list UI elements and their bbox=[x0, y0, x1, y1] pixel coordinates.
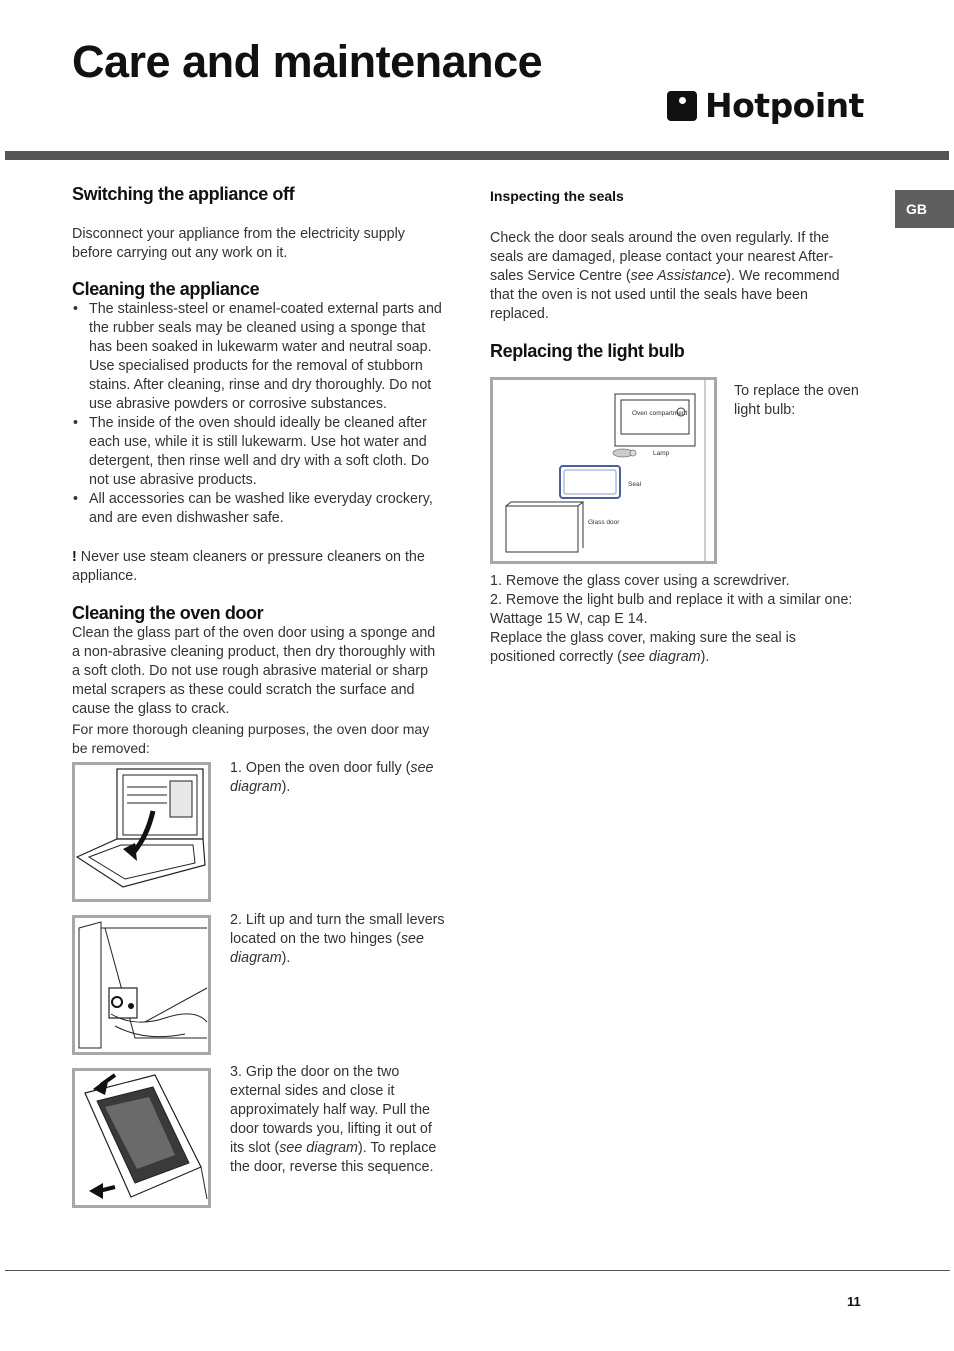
bulb-step-3 bbox=[490, 629, 864, 667]
seals-main: Check the door seals around the oven regularly. If the seals are damaged, please contact your nearest After-sales Service Centre ( bbox=[490, 230, 834, 284]
bulb-step-2: 2. Remove the light bulb and replace it with a similar one: Wattage 15 W, cap E 14. bbox=[490, 592, 853, 627]
cleaning-bullet: • The stainless-steel or enamel-coated external parts and the rubber seals may be cleaned using a sponge that has been soaked in lukewarm water and neutral soap. Use specialised products for the removal of stubborn stains. After cleaning, rinse and dry thoroughly. Do not use abrasive powders or corrosive substances. bbox=[72, 300, 448, 414]
bulb-step-3-main: Replace the glass cover, making sure the seal is positioned correctly ( bbox=[490, 630, 796, 665]
bulb-steps bbox=[490, 572, 864, 667]
hinge-lever-illustration bbox=[75, 918, 208, 1052]
diagram-label-lamp: Lamp bbox=[653, 450, 670, 457]
footer-divider bbox=[5, 1270, 950, 1271]
step-1-end: ). bbox=[281, 779, 291, 795]
switch-text: Disconnect your appliance from the electricity supply before carrying out any work on it. bbox=[72, 226, 405, 261]
cleaning-bullet: • All accessories can be washed like everyday crockery, and are even dishwasher safe. bbox=[72, 490, 448, 528]
seals-link: see Assistance bbox=[630, 268, 727, 284]
step-2-text bbox=[230, 911, 445, 968]
hinge-lever-diagram bbox=[72, 915, 211, 1055]
seals-heading: Inspecting the seals bbox=[490, 188, 624, 204]
language-tab: GB bbox=[895, 190, 954, 228]
door-text-2: For more thorough cleaning purposes, the oven door may be removed: bbox=[72, 721, 430, 756]
step-3-link: see diagram bbox=[279, 1140, 358, 1156]
bulb-step-3-link: see diagram bbox=[621, 649, 701, 665]
brand-name: Hotpoint bbox=[705, 86, 864, 125]
step-3-text bbox=[230, 1063, 448, 1177]
step-2-end: ). bbox=[281, 950, 291, 966]
bulb-heading: Replacing the light bulb bbox=[490, 341, 685, 361]
cleaning-bullet: • The inside of the oven should ideally be cleaned after each use, while it is still lukewarm. Use hot water and detergent, then rinse well and dry with a soft cloth. Do not use abrasive products. bbox=[72, 414, 448, 490]
step-1-link: see diagram bbox=[230, 760, 434, 795]
page-title: Care and maintenance bbox=[72, 36, 543, 87]
door-remove-illustration bbox=[75, 1071, 208, 1205]
switch-heading: Switching the appliance off bbox=[72, 184, 295, 204]
door-open-illustration bbox=[75, 765, 208, 899]
cleaning-heading: Cleaning the appliance bbox=[72, 279, 260, 299]
cleaning-list bbox=[72, 300, 448, 528]
step-2-main: 2. Lift up and turn the small levers located on the two hinges ( bbox=[230, 912, 445, 947]
warning-text bbox=[72, 548, 444, 586]
step-1-text bbox=[230, 759, 440, 797]
door-text: Clean the glass part of the oven door using a sponge and a non-abrasive cleaning product, then dry thoroughly with a soft cloth. Do not use rough abrasive material or sharp metal scrapers as these could scratch the surface and cause the glass to crack. bbox=[72, 625, 436, 717]
seals-end: ). We recommend that the oven is not used until the seals have been replaced. bbox=[490, 268, 840, 322]
page-number: 11 bbox=[847, 1294, 861, 1309]
step-1-main: 1. Open the oven door fully ( bbox=[230, 760, 411, 776]
door-remove-diagram bbox=[72, 1068, 211, 1208]
brand-logo bbox=[667, 86, 864, 125]
seals-text bbox=[490, 229, 864, 324]
warning-mark: ! bbox=[72, 549, 77, 565]
step-3-main: 3. Grip the door on the two external sides and close it approximately half way. Pull the door towards you, lifting it out of its slot ( bbox=[230, 1064, 432, 1156]
light-bulb-diagram bbox=[490, 377, 717, 564]
diagram-label-oven: Oven compartment bbox=[632, 410, 688, 417]
bulb-step-3-end: ). bbox=[700, 649, 710, 665]
step-3-end: ). To replace the door, reverse this sequence. bbox=[230, 1140, 437, 1175]
bulb-intro: To replace the oven light bulb: bbox=[734, 383, 859, 418]
diagram-label-glass-door: Glass door bbox=[588, 519, 620, 526]
light-bulb-illustration bbox=[493, 380, 714, 561]
diagram-label-seal: Seal bbox=[628, 481, 642, 488]
step-2-link: see diagram bbox=[230, 931, 424, 966]
brand-logo-icon bbox=[667, 91, 697, 121]
door-heading: Cleaning the oven door bbox=[72, 603, 264, 623]
bulb-step-1: 1. Remove the glass cover using a screwdriver. bbox=[490, 573, 790, 589]
header-divider bbox=[5, 151, 949, 160]
warning-body: Never use steam cleaners or pressure cleaners on the appliance. bbox=[72, 549, 425, 584]
door-open-diagram bbox=[72, 762, 211, 902]
